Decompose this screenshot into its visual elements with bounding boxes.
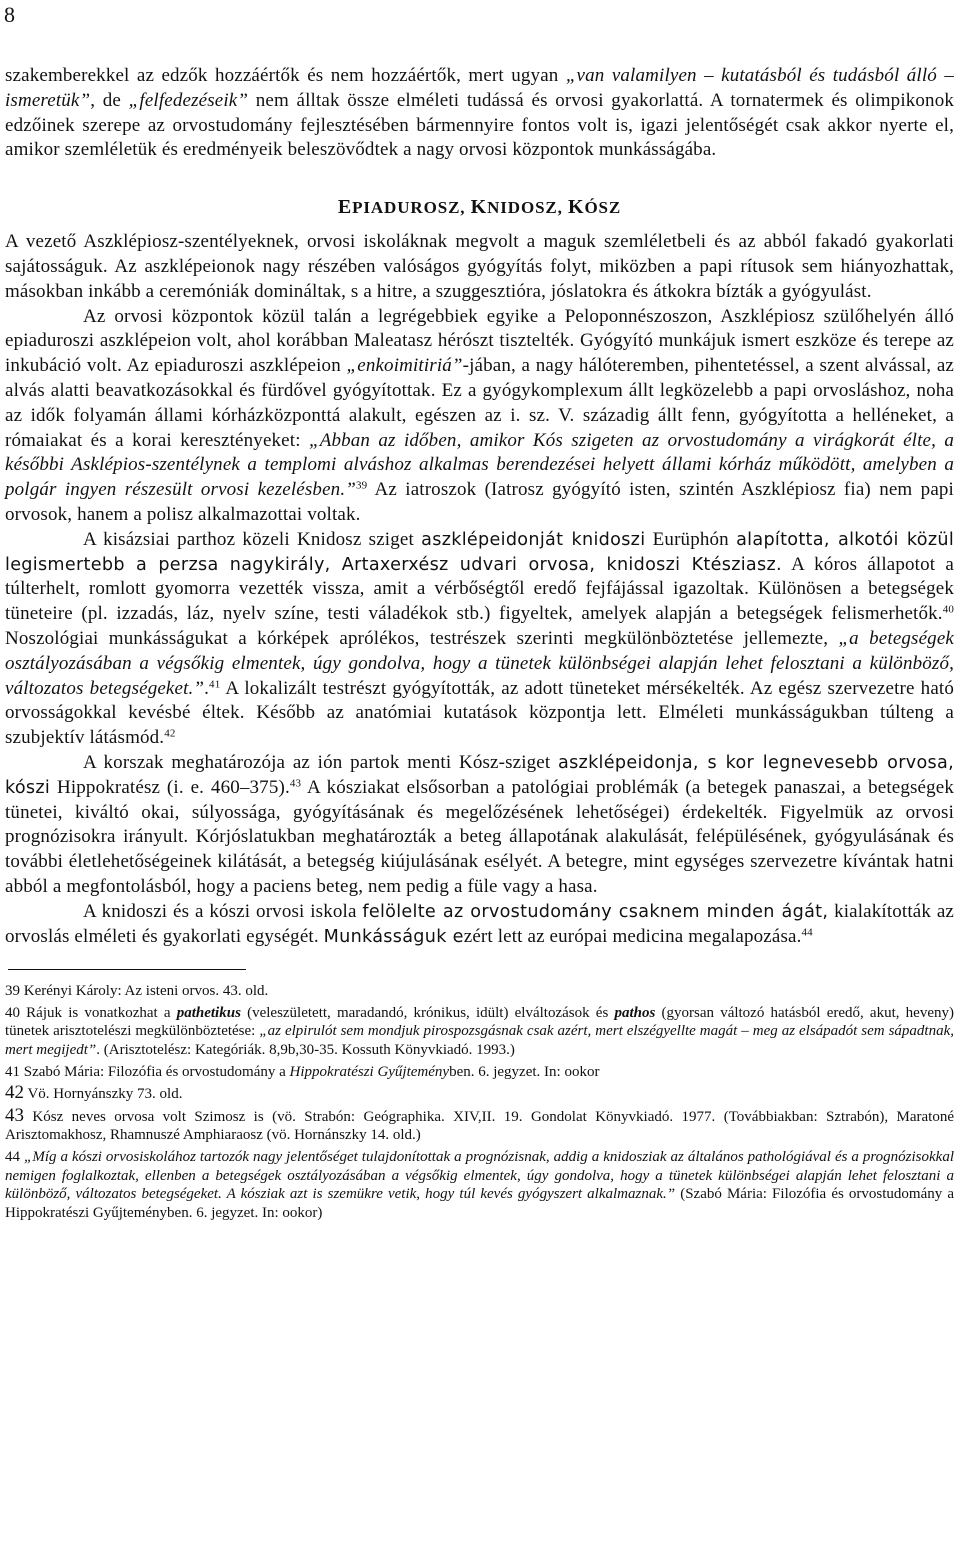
page-content [5, 64, 954, 1225]
text-run: Noszológiai munkásságukat a kórképek aprólékos, testrészek szerinti megkülönböztetése jellemezte, [5, 627, 839, 649]
bold-italic-term: pathos [614, 1004, 656, 1021]
italic-run: „felfedezéseik” [128, 89, 249, 111]
sans-run: felölelte az orvostudomány csaknem minden ágát, [362, 901, 829, 922]
text-run: 44 [5, 1149, 24, 1166]
text-run: zért lett az európai medicina megalapozása. [463, 925, 802, 947]
text-run: nem álltak össze elméleti tudássá és orvosi gyakorlattá. A tornatermek és olimpikonok edzőinek szerepe az orvostudomány fejlesztésében bármennyire fontos volt is, igazi jelentőségét csak akkor nyerte el, amikor szemléletük és eredményeik beleszövődtek a nagy orvosi központok munkásságába. [5, 89, 955, 161]
text-run: A korszak meghatározója az ión partok menti Kósz-sziget [83, 751, 558, 773]
sans-run: aszklépeidonját knidoszi [421, 529, 646, 550]
text-run: (veleszületett, maradandó, krónikus, idült) elváltozások és [240, 1004, 615, 1021]
footnote-ref: 42 [164, 727, 176, 740]
paragraph-conclusion [5, 900, 954, 950]
paragraph-aszklepiosz [5, 230, 954, 304]
text-run: 39 Kerényi Károly: Az isteni orvos. 43. old. [5, 983, 269, 1000]
footnote-ref: 43 [289, 777, 302, 790]
text-run: szakemberekkel az edzők hozzáértők és nem hozzáértők, mert ugyan [5, 65, 566, 86]
footnote-39 [5, 982, 954, 1001]
sans-run: aszklépeidonja, s kor legnevesebb orvosa, kószi [5, 752, 954, 798]
paragraph-epiadurosz [5, 305, 954, 528]
text-run: Az iatroszok (Iatrosz gyógyító isten, szintén Aszklépiosz fia) nem papi orvosok, hanem a polisz alkalmazottai voltak. [5, 479, 954, 525]
sans-run: alapította, alkotói közül legismertebb a perzsa nagykirály, Artaxerxész udvari orvosa, knidoszi Ktésziasz. [5, 529, 955, 575]
italic-run: „a betegségek osztályozásában a végsőkig elmentek, úgy gondolva, hogy a tünetek különbségei alapján lehet felosztani a különböző, változatos betegségeket.” [5, 627, 955, 699]
page-number: 8 [4, 2, 15, 27]
text-run: 40 Rájuk is vonatkozhat a [5, 1004, 177, 1021]
text-run: . (Arisztotelész: Kategóriák. 8,9b,30-35. Kossuth Könyvkiadó. 1993.) [96, 1042, 515, 1059]
footnote-ref: 39 [355, 479, 368, 492]
text-run: A lokalizált testrészt gyógyították, az adott tüneteket mérsékelték. Az egész szervezetre ható orvosságokkal kevésbé éltek. Később az anatómiai kutatások központja lett. Elméleti munkásságukban túlteng a szubjektív látásmód. [5, 677, 954, 749]
italic-run: „az elpirulót sem mondjuk pirospozsgásnak csak azért, mert elszégyellte magát – meg az elsápadót sem sápadtnak, mert megijedt” [5, 1023, 954, 1059]
italic-run: „Míg a kószi orvosiskolához tartozók nagy jelentőséget tulajdonítottak a prognózisnak, addig a knidosziak az általános pathológiával és a prognózisokkal nemigen foglalkoztak, ellenben a betegségek osztályozásában a végsőkig elmentek, úgy gondolva, hogy a tünetek különbségei alapján lehet felosztani a különböző, változatos betegségeket. A kósziak azt is szemükre vetik, hogy túl kevés gyógyszert alkalmaznak.” [5, 1149, 954, 1203]
text-run: 41 Szabó Mária: Filozófia és orvostudomány a [5, 1063, 290, 1080]
text-run: , de [90, 89, 129, 111]
sans-run: Munkásságuk e [323, 926, 464, 947]
text-run: kialakították az orvoslás elméleti és gyakorlati egységét. [5, 900, 954, 947]
paragraph-intro [5, 64, 954, 163]
text-run: -jában, a nagy hálóteremben, pihentetéssel, a szent alvással, az alvás alatti beavatkozásokkal és fürdővel gyógyítottak. Ez a gyógykomplexum állt legközelebb a papi orvosláshoz, noha az idők folyamán állami kórházközponttá alakult, egészen az i. sz. V. századig állt fenn, gyógyította a helléneket, a rómaiakat és a korai keresztényeket: [5, 355, 955, 451]
text-run: A kisázsiai parthoz közeli Knidosz sziget [83, 528, 422, 550]
footnote-ref: 40 [942, 603, 954, 616]
footnote-ref: 44 [801, 925, 813, 938]
text-run: Eurüphón [645, 528, 737, 550]
footnote-44 [5, 1148, 954, 1222]
italic-run: „enkoimitiriá” [346, 355, 463, 377]
text-run: Kósz neves orvosa volt Szimosz is (vö. Strabón: Geógraphika. XIV,II. 19. Gondolat Könyvkiadó. 1977. (Továbbiakban: Sztrabón), Maratoné Arisztomakhosz, Rhamnuszé Amphiaraosz (vö. Hornánszky 14. old.) [5, 1108, 954, 1144]
text-run: A vezető Aszklépiosz-szentélyeknek, orvosi iskoláknak megvolt a maguk szemléletbeli és az abból fakadó gyakorlati sajátosságuk. Az aszklépeionok nagy részében valóságos gyógyítás folyt, miközben a papi rítusok sem hiányozhattak, másokban inkább a ceremóniák domináltak, s a hitre, a szuggesztióra, jóslatokra és átkokra bízták a gyógyulást. [5, 231, 954, 302]
text-run: Hippokratész (i. e. 460–375). [50, 776, 290, 798]
footnote-43 [5, 1104, 954, 1145]
footnote-divider [8, 969, 246, 970]
text-run: (Szabó Mária: Filozófia és orvostudomány a Hippokratészi Gyűjteményben. 6. jegyzet. In: ookor) [5, 1186, 955, 1221]
footnote-number: 42 [5, 1082, 24, 1104]
italic-run: „Abban az időben, amikor Kós szigeten az orvostudomány a virágkorát élte, a későbbi Asklépios-szentélynek a templomi alváshoz alkalmas berendezései helyett állami kórház működött, amelyben a polgár ingyen részesült orvosi kezelésben.” [5, 429, 955, 501]
text-run: Az orvosi központok közül talán a legrégebbiek egyike a Peloponnészoszon, Aszklépiosz szülőhelyén álló epiaduroszi aszklépeion volt, ahol korábban Maleatasz hérószt tisztelték. Gyógyító munkájuk ismert eszköze és terepe az inkubáció volt. Az epiaduroszi aszklépeion [5, 305, 954, 377]
footnote-41 [5, 1063, 954, 1082]
text-run: (gyorsan változó hatásból eredő, akut, heveny) tünetek arisztotelészi megkülönböztetése: [5, 1004, 954, 1040]
heading-initial: E [337, 196, 353, 219]
text-run: A kóros állapotot a túlterhelt, romlott gyomorra vezették vissza, amit a vérbőségtől eredő fejfájással igazoltak. Különösen a betegségek tüneteire (pl. izzadás, láz, nyelv színe, testi váladékok stb.) figyeltek, amelyek alapján a betegségek felismerhetők. [5, 553, 954, 625]
footnote-ref: 41 [209, 677, 221, 690]
italic-run: Hippokratészi Gyűjtemény [289, 1063, 450, 1080]
footnotes [5, 982, 954, 1222]
text-run: . [204, 677, 210, 699]
paragraph-kosz [5, 751, 954, 900]
italic-run: „van valamilyen – kutatásból és tudásból álló – ismeretük” [5, 65, 954, 111]
section-heading-text: EPIADUROSZ, KNIDOSZ, KÓSZ [337, 196, 622, 219]
text-run: ben. 6. jegyzet. In: ookor [449, 1063, 600, 1080]
paragraph-knidosz [5, 528, 954, 751]
text-run: A knidoszi és a kószi orvosi iskola [83, 900, 363, 922]
section-heading [5, 197, 954, 218]
footnote-number: 43 [5, 1104, 24, 1126]
heading-initial: K [470, 196, 488, 219]
text-run: A kósziakat elsősorban a patológiai problémák (a betegek panaszai, a betegségek tünetei, kiváltó okai, súlyossága, gyógyításának és megelőzésének lehetőségei) érdekelték. Figyelmük az orvosi prognózisokra irányult. Kórjóslatukban meghatározták a beteg állapotának alakulását, felépülésének, gyógyulásának és további életlehetőségeinek kilátását, a betegség kiújulásának esélyét. A betegre, mint egységes szervezetre kívántak hatni abból a megfontolásból, hogy a paciens beteg, nem pedig a füle vagy a hasa. [5, 776, 954, 897]
text-run: Vö. Hornyánszky 73. old. [24, 1086, 183, 1103]
footnote-42 [5, 1084, 954, 1104]
bold-italic-term: pathetikus [176, 1004, 241, 1021]
heading-initial: K [567, 196, 585, 219]
footnote-40 [5, 1004, 954, 1060]
